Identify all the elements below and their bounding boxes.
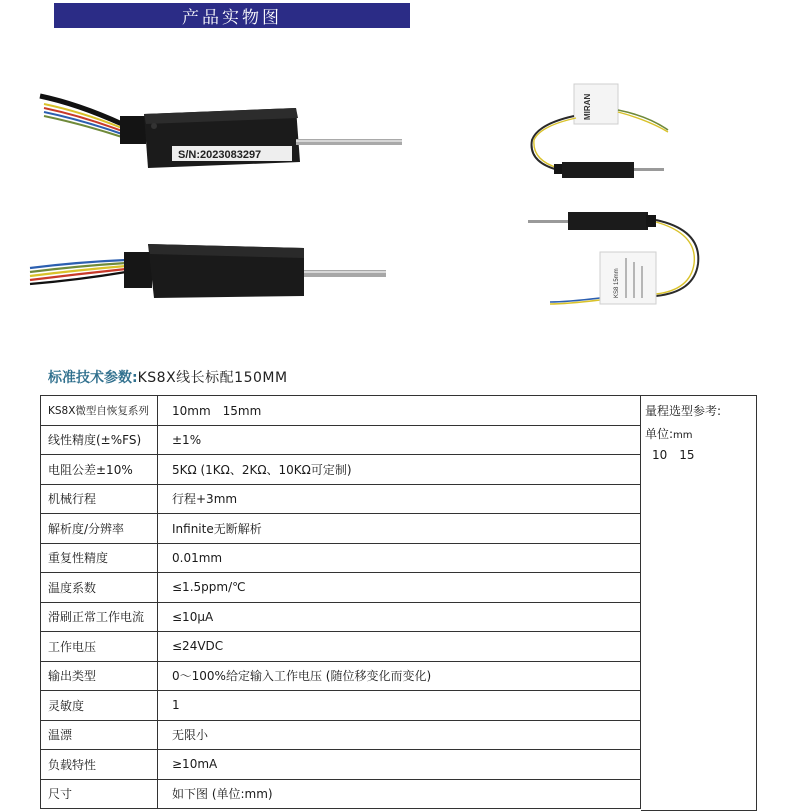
spec-value: 无限小 bbox=[158, 720, 641, 750]
range-ref-unit-label: 单位: bbox=[645, 427, 674, 441]
product-photo-top-right bbox=[518, 80, 698, 190]
spec-row bbox=[41, 632, 641, 662]
spec-name: 温度系数 bbox=[41, 573, 158, 603]
spec-row bbox=[41, 484, 641, 514]
spec-row bbox=[41, 543, 641, 573]
spec-name: 解析度/分辨率 bbox=[41, 514, 158, 544]
section-banner bbox=[54, 3, 410, 28]
spec-row bbox=[41, 691, 641, 721]
product-photo-bottom-left bbox=[28, 240, 398, 306]
spec-value: Infinite无断解析 bbox=[158, 514, 641, 544]
spec-row bbox=[41, 779, 641, 809]
spec-name: 灵敏度 bbox=[41, 691, 158, 721]
spec-row bbox=[41, 514, 641, 544]
spec-name: 线性精度(±%FS) bbox=[41, 425, 158, 455]
spec-value: ≤24VDC bbox=[158, 632, 641, 662]
spec-name: 重复性精度 bbox=[41, 543, 158, 573]
spec-name: 尺寸 bbox=[41, 779, 158, 809]
spec-row bbox=[41, 602, 641, 632]
spec-name: 电阻公差±10% bbox=[41, 455, 158, 485]
spec-row bbox=[41, 573, 641, 603]
params-heading bbox=[48, 367, 288, 387]
spec-name: 温漂 bbox=[41, 720, 158, 750]
spec-value: 如下图 (单位:mm) bbox=[158, 779, 641, 809]
spec-name: 输出类型 bbox=[41, 661, 158, 691]
product-photo-bottom-right bbox=[526, 206, 716, 310]
spec-value: 5KΩ (1KΩ、2KΩ、10KΩ可定制) bbox=[158, 455, 641, 485]
spec-value: ≤10μA bbox=[158, 602, 641, 632]
spec-row bbox=[41, 661, 641, 691]
spec-table bbox=[40, 395, 641, 809]
spec-name: 机械行程 bbox=[41, 484, 158, 514]
spec-value: 0～100%给定输入工作电压 (随位移变化而变化) bbox=[158, 661, 641, 691]
params-label: 标准技术参数: bbox=[48, 370, 138, 386]
spec-value: ±1% bbox=[158, 425, 641, 455]
spec-row bbox=[41, 396, 641, 426]
range-ref-values: 10 15 bbox=[652, 448, 695, 462]
spec-row bbox=[41, 750, 641, 780]
range-reference-panel bbox=[641, 395, 757, 811]
serial-label: S/N:2023083297 bbox=[178, 149, 262, 161]
product-photo-top-left bbox=[38, 92, 408, 172]
params-value: KS8X线长标配150MM bbox=[137, 370, 288, 386]
tag-label-text: KS8 15mm bbox=[614, 268, 620, 298]
spec-value: 0.01mm bbox=[158, 543, 641, 573]
spec-value: 10mm 15mm bbox=[158, 396, 641, 426]
range-ref-unit-value: mm bbox=[673, 430, 693, 441]
banner-title: 产品实物图 bbox=[182, 8, 282, 28]
spec-name: KS8X微型自恢复系列 bbox=[41, 396, 158, 426]
spec-value: 1 bbox=[158, 691, 641, 721]
spec-name: 工作电压 bbox=[41, 632, 158, 662]
spec-row bbox=[41, 455, 641, 485]
spec-row bbox=[41, 720, 641, 750]
spec-name: 负载特性 bbox=[41, 750, 158, 780]
range-ref-unit bbox=[645, 425, 693, 442]
range-ref-title: 量程选型参考: bbox=[645, 404, 722, 418]
spec-value: 行程+3mm bbox=[158, 484, 641, 514]
spec-name: 滑刷正常工作电流 bbox=[41, 602, 158, 632]
tag-logo: MIRAN bbox=[583, 93, 592, 120]
spec-value: ≤1.5ppm/℃ bbox=[158, 573, 641, 603]
spec-value: ≥10mA bbox=[158, 750, 641, 780]
spec-row bbox=[41, 425, 641, 455]
